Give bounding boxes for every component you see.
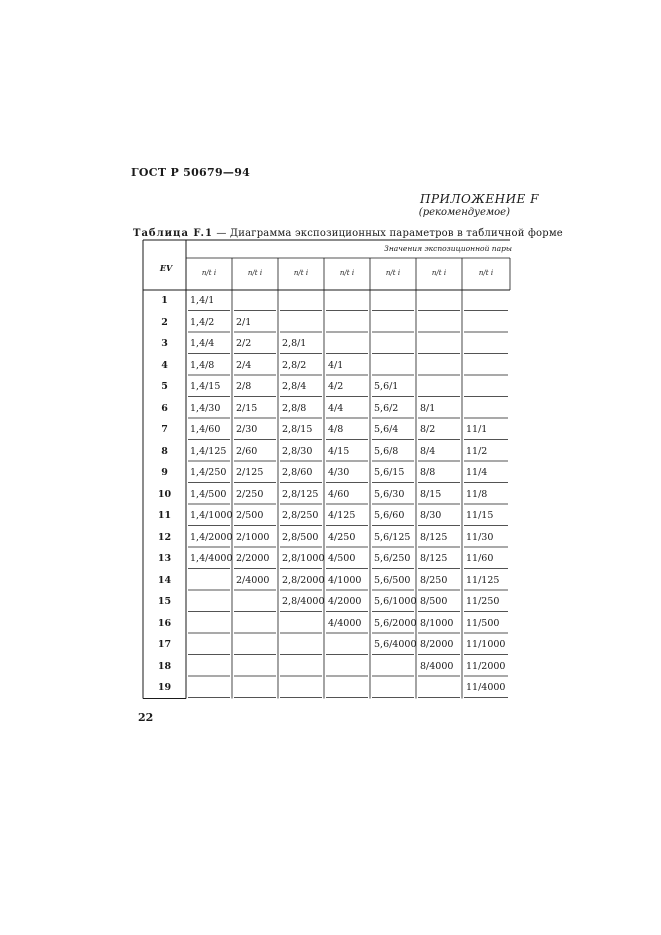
table-cell: 11/4000	[466, 682, 506, 693]
table-cell: 2/250	[236, 488, 264, 500]
ev-value: 3	[161, 338, 168, 349]
table-cell: 8/8	[420, 467, 436, 478]
table-cell: 8/2	[420, 424, 436, 435]
table-cell: 11/500	[466, 617, 500, 629]
table-cell: 2,8/1000	[282, 553, 325, 564]
ev-value: 9	[161, 467, 168, 478]
table-cell: 2,8/250	[282, 510, 319, 521]
table-cell: 8/125	[420, 531, 448, 543]
table-cell: 2/15	[236, 402, 258, 414]
table-cell: 11/1000	[466, 639, 506, 650]
table-cell: 2,8/1	[282, 338, 307, 349]
column-header: n/t i	[385, 269, 401, 277]
table-cell: 11/60	[466, 553, 494, 564]
ev-value: 17	[157, 639, 172, 650]
table-cell: 1,4/8	[190, 359, 215, 371]
table-cell: 5,6/4000	[374, 639, 417, 650]
table-cell: 2/1	[236, 316, 252, 328]
table-cell: 2,8/500	[282, 531, 319, 543]
table-cell: 2,8/125	[282, 488, 319, 500]
table-cell: 11/8	[466, 488, 488, 500]
table-cell: 8/30	[420, 510, 442, 521]
table-cell: 1,4/1	[190, 295, 215, 306]
ev-value: 4	[161, 359, 168, 371]
table-cell: 1,4/15	[190, 381, 221, 392]
ev-value: 11	[157, 510, 172, 521]
ev-value: 18	[157, 660, 172, 672]
ev-value: 6	[161, 402, 168, 414]
column-header: n/t i	[247, 269, 263, 277]
table-cell: 5,6/30	[374, 488, 405, 500]
table-cell: 2,8/15	[282, 424, 313, 435]
column-header: n/t i	[293, 269, 309, 277]
table-cell: 1,4/2000	[190, 531, 233, 543]
table-cell: 5,6/60	[374, 510, 405, 521]
column-header: n/t i	[431, 269, 447, 277]
table-cell: 1,4/2	[190, 316, 215, 328]
table-cell: 2/125	[236, 467, 264, 478]
page-number: 22	[138, 711, 154, 724]
table-cell: 5,6/4	[374, 424, 399, 435]
ev-value: 19	[157, 682, 172, 693]
table-cell: 2/4000	[236, 574, 270, 586]
table-cell: 8/4	[420, 445, 436, 457]
annex-subtitle: (рекомендуемое)	[418, 207, 510, 218]
ev-value: 7	[161, 424, 168, 435]
table-cell: 2,8/30	[282, 445, 313, 457]
table-cell: 4/2000	[328, 596, 362, 607]
table-cell: 2/30	[236, 424, 258, 435]
ev-value: 13	[157, 553, 172, 564]
table-cell: 4/2	[328, 381, 344, 392]
table-cell: 5,6/1	[374, 381, 399, 392]
table-cell: 1,4/1000	[190, 510, 233, 521]
table-cell: 8/250	[420, 574, 448, 586]
table-cell: 2,8/4000	[282, 596, 325, 607]
table-cell: 11/1	[466, 424, 488, 435]
table-cell: 4/125	[328, 510, 356, 521]
table-cell: 4/60	[328, 488, 350, 500]
table-cell: 2/2000	[236, 553, 270, 564]
table-cell: 11/250	[466, 596, 500, 607]
table-cell: 8/125	[420, 553, 448, 564]
table-cell: 4/1000	[328, 574, 362, 586]
ev-value: 5	[161, 381, 168, 392]
table-cell: 5,6/500	[374, 574, 411, 586]
table-cell: 4/30	[328, 467, 350, 478]
table-cell: 8/15	[420, 488, 442, 500]
table-cell: 8/500	[420, 596, 448, 607]
table-cell: 2/500	[236, 510, 264, 521]
table-cell: 8/4000	[420, 660, 454, 672]
table-cell: 1,4/500	[190, 488, 227, 500]
ev-value: 15	[157, 596, 172, 607]
table-cell: 2/1000	[236, 531, 270, 543]
table-cell: 5,6/250	[374, 553, 411, 564]
ev-value: 1	[161, 295, 168, 306]
table-cell: 8/2000	[420, 639, 454, 650]
table-cell: 5,6/1000	[374, 596, 417, 607]
table-cell: 2/60	[236, 445, 258, 457]
column-header: n/t i	[478, 269, 494, 277]
ev-value: 10	[157, 488, 172, 500]
table-cell: 2,8/4	[282, 381, 307, 392]
table-cell: 4/4	[328, 402, 344, 414]
table-cell: 2/2	[236, 338, 252, 349]
table-cell: 1,4/4000	[190, 553, 233, 564]
table-cell: 1,4/125	[190, 445, 227, 457]
table-cell: 8/1	[420, 402, 436, 414]
table-cell: 2/4	[236, 359, 252, 371]
table-cell: 4/8	[328, 424, 344, 435]
table-cell: 4/250	[328, 531, 356, 543]
table-cell: 1,4/250	[190, 467, 227, 478]
table-cell: 11/2	[466, 445, 488, 457]
table-cell: 1,4/60	[190, 424, 221, 435]
table-cell: 8/1000	[420, 617, 454, 629]
table-cell: 1,4/4	[190, 338, 215, 349]
table-cell: 2,8/2000	[282, 574, 325, 586]
column-header: n/t i	[201, 269, 217, 277]
table-cell: 11/125	[466, 574, 500, 586]
column-header: n/t i	[339, 269, 355, 277]
table-cell: 4/4000	[328, 617, 362, 629]
ev-value: 8	[161, 445, 168, 457]
ev-value: 14	[157, 574, 172, 586]
annex-title: ПРИЛОЖЕНИЕ F	[420, 192, 539, 206]
table-cell: 2,8/60	[282, 467, 313, 478]
table-cell: 11/2000	[466, 660, 506, 672]
table-cell: 4/500	[328, 553, 356, 564]
ev-value: 2	[161, 316, 168, 328]
table-cell: 2,8/2	[282, 359, 307, 371]
table-cell: 11/4	[466, 467, 488, 478]
table-cell: 4/1	[328, 359, 344, 371]
table-cell: 2,8/8	[282, 402, 307, 414]
table-cell: 5,6/8	[374, 445, 399, 457]
document-code: ГОСТ Р 50679—94	[131, 166, 251, 179]
table-caption-label: Таблица F.1	[133, 228, 213, 239]
ev-value: 16	[157, 617, 172, 629]
ev-value: 12	[157, 531, 172, 543]
table-caption-text: — Диаграмма экспозиционных параметров в табличной форме	[212, 228, 563, 239]
table-cell: 4/15	[328, 445, 350, 457]
table-cell: 1,4/30	[190, 402, 221, 414]
ev-header: EV	[159, 263, 173, 273]
table-cell: 11/15	[466, 510, 494, 521]
table-cell: 5,6/15	[374, 467, 405, 478]
group-header: Значения экспозиционной пары	[384, 244, 512, 253]
table-cell: 5,6/2	[374, 402, 399, 414]
table-cell: 2/8	[236, 381, 252, 392]
table-cell: 5,6/125	[374, 531, 411, 543]
table-cell: 11/30	[466, 531, 494, 543]
table-cell: 5,6/2000	[374, 617, 417, 629]
